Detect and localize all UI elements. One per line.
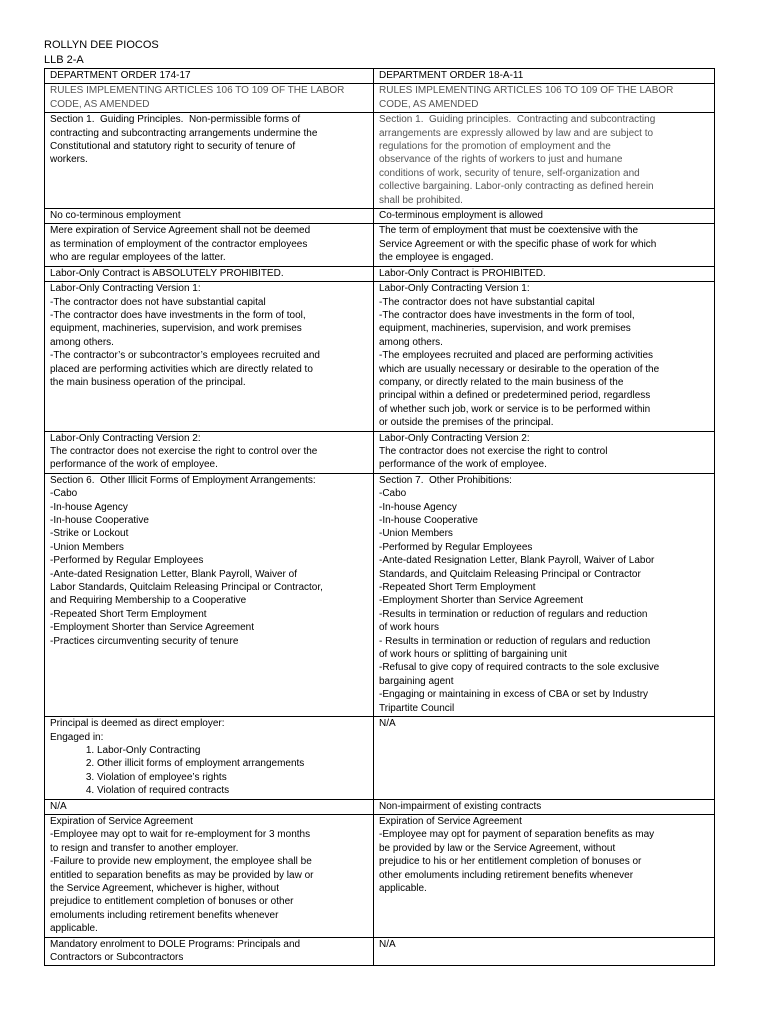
cell-text-line: -Engaging or maintaining in excess of CBA or set by Industry	[379, 689, 649, 701]
cell-text-line: -Performed by Regular Employees	[379, 541, 533, 553]
cell-text-line: -Union Members	[379, 528, 453, 540]
cell-right	[374, 431, 715, 473]
cell-text-line: The contractor does not exercise the right to control	[379, 445, 608, 457]
cell-left	[45, 69, 374, 84]
table-row	[45, 266, 715, 281]
cell-text-line: -Ante-dated Resignation Letter, Blank Payroll, Waiver of Labor	[379, 555, 655, 567]
cell-left	[45, 209, 374, 224]
cell-text-line: Non-impairment of existing contracts	[379, 800, 542, 812]
cell-text-line: RULES IMPLEMENTING ARTICLES 106 TO 109 OF THE LABOR	[379, 85, 674, 97]
principal-list	[50, 744, 368, 798]
comparison-table	[44, 68, 715, 966]
cell-text-line: -In-house Agency	[50, 501, 128, 513]
cell-text-line: Labor Standards, Quitclaim Releasing Principal or Contractor,	[50, 582, 323, 594]
principal-intro-2: Engaged in:	[50, 731, 104, 743]
cell-text-line: Contractors or Subcontractors	[50, 952, 184, 963]
cell-left	[45, 473, 374, 716]
cell-right	[374, 937, 715, 966]
cell-text-line: regulations for the promotion of employment and the	[379, 141, 611, 153]
cell-text-line: Section 1. Guiding principles. Contracting and subcontracting	[379, 114, 656, 126]
table-row-principal	[45, 717, 715, 799]
cell-text-line: to resign and transfer to another employer.	[50, 842, 239, 854]
cell-text-line: -The employees recruited and placed are performing activities	[379, 350, 654, 362]
cell-text-line: N/A	[50, 800, 67, 812]
cell-text-line: Section 6. Other Illicit Forms of Employment Arrangements:	[50, 474, 316, 486]
cell-text-line: -In-house Agency	[379, 501, 457, 513]
cell-text-line: -The contractor does have investments in the form of tool,	[379, 309, 635, 321]
document-page	[44, 38, 714, 966]
cell-text-line: applicable.	[379, 882, 427, 894]
cell-text-line: -Results in termination or reduction of regulars and reduction	[379, 608, 648, 620]
cell-right	[374, 266, 715, 281]
cell-text-line: conditions of work, security of tenure, self-organization and	[379, 167, 640, 179]
cell-text-line: as termination of employment of the contractor employees	[50, 238, 308, 250]
table-row	[45, 937, 715, 966]
cell-text-line: collective bargaining. Labor-only contracting as defined herein	[379, 181, 654, 193]
cell-text-line: -Employment Shorter than Service Agreement	[379, 595, 583, 607]
cell-left	[45, 799, 374, 814]
cell-text-line: workers.	[50, 154, 88, 166]
class-section: LLB 2-A	[44, 54, 84, 66]
cell-text-line: prejudice to his or her entitlement completion of bonuses or	[379, 856, 642, 868]
cell-text-line: performance of the work of employee.	[379, 459, 547, 471]
cell-right	[374, 473, 715, 716]
cell-text-line: of work hours	[379, 622, 440, 634]
cell-text-line: The term of employment that must be coextensive with the	[379, 225, 639, 237]
cell-text-line: of whether such job, work or service is to be performed within	[379, 403, 651, 415]
cell-text-line: The contractor does not exercise the right to control over the	[50, 445, 318, 457]
cell-text-line: -Ante-dated Resignation Letter, Blank Payroll, Waiver of	[50, 568, 297, 580]
cell-text-line: placed are performing activities which are directly related to	[50, 363, 313, 375]
cell-text-line: -Cabo	[379, 488, 407, 500]
cell-text-line: performance of the work of employee.	[50, 459, 218, 471]
cell-text-line: CODE, AS AMENDED	[379, 98, 479, 110]
principal-intro-1: Principal is deemed as direct employer:	[50, 718, 225, 730]
cell-text-line: bargaining agent	[379, 675, 454, 687]
list-item: 1. Labor-Only Contracting	[97, 744, 368, 757]
cell-right	[374, 282, 715, 431]
cell-text-line: Constitutional and statutory right to security of tenure of	[50, 141, 296, 153]
cell-text-line: entitled to separation benefits as may be provided by law or	[50, 869, 314, 881]
cell-text-line: Labor-Only Contracting Version 1:	[50, 283, 201, 295]
list-item: 4. Violation of required contracts	[97, 784, 368, 797]
cell-text-line: -Failure to provide new employment, the employee shall be	[50, 856, 312, 868]
cell-text-line: other emoluments including retirement benefits whenever	[379, 869, 634, 881]
cell-text-line: among others.	[379, 336, 443, 348]
cell-text-line: Labor-Only Contracting Version 2:	[379, 432, 530, 444]
cell-text-line: observance of the rights of workers to just and humane	[379, 154, 623, 166]
cell-text-line: -Strike or Lockout	[50, 528, 129, 540]
table-row	[45, 224, 715, 266]
cell-text-line: -Practices circumventing security of tenure	[50, 635, 239, 647]
cell-left	[45, 814, 374, 937]
cell-text-line: Section 7. Other Prohibitions:	[379, 474, 512, 486]
cell-text-line: -Employment Shorter than Service Agreement	[50, 622, 254, 634]
cell-text-line: No co-terminous employment	[50, 210, 181, 222]
cell-text-line: and Requiring Membership to a Cooperative	[50, 595, 247, 607]
cell-text-line: the Service Agreement, whichever is higher, without	[50, 882, 280, 894]
cell-text-line: be provided by law or the Service Agreement, without	[379, 842, 616, 854]
table-row	[45, 799, 715, 814]
cell-text-line: Expiration of Service Agreement	[50, 815, 193, 827]
cell-left	[45, 266, 374, 281]
cell-text-line: -Employee may opt to wait for re-employment for 3 months	[50, 829, 311, 841]
cell-left	[45, 282, 374, 431]
cell-text-line: Section 1. Guiding Principles. Non-permissible forms of	[50, 114, 301, 126]
cell-text-line: principal within a defined or predetermined period, regardless	[379, 390, 651, 402]
cell-right	[374, 224, 715, 266]
cell-text-line: prejudice to entitlement completion of bonuses or other	[50, 896, 294, 908]
cell-text-line: equipment, machineries, supervision, and work premises	[50, 323, 302, 335]
cell-text-line: which are usually necessary or desirable to the operation of the	[379, 363, 660, 375]
author-name: ROLLYN DEE PIOCOS	[44, 39, 159, 51]
cell-text-line: who are regular employees of the latter.	[50, 252, 226, 264]
cell-text-line: Mere expiration of Service Agreement shall not be deemed	[50, 225, 311, 237]
cell-right	[374, 113, 715, 209]
cell-text-line: -Refusal to give copy of required contracts to the sole exclusive	[379, 662, 660, 674]
cell-right-principal	[374, 717, 715, 799]
table-row	[45, 814, 715, 937]
cell-text-line: -Cabo	[50, 488, 78, 500]
cell-text-line: Labor-Only Contracting Version 1:	[379, 283, 530, 295]
table-row	[45, 113, 715, 209]
cell-left	[45, 937, 374, 966]
cell-text-line: -In-house Cooperative	[50, 515, 149, 526]
cell-right	[374, 209, 715, 224]
cell-text-line: Labor-Only Contracting Version 2:	[50, 432, 201, 444]
cell-text-line: Mandatory enrolment to DOLE Programs: Principals and	[50, 938, 301, 950]
cell-text-line: -The contractor does have investments in the form of tool,	[50, 309, 306, 321]
cell-text-line: N/A	[379, 938, 396, 950]
list-item: 2. Other illicit forms of employment arrangements	[97, 757, 368, 770]
cell-text-line: -In-house Cooperative	[379, 515, 478, 526]
cell-text-line: -Employee may opt for payment of separation benefits as may	[379, 829, 655, 841]
principal-right-text: N/A	[379, 718, 396, 730]
cell-text-line: Labor-Only Contract is PROHIBITED.	[379, 267, 546, 279]
cell-text-line: arrangements are expressly allowed by law and are subject to	[379, 127, 654, 139]
cell-left	[45, 431, 374, 473]
cell-right	[374, 799, 715, 814]
cell-left	[45, 84, 374, 113]
cell-text-line: -Union Members	[50, 541, 124, 553]
table-row	[45, 431, 715, 473]
cell-text-line: of work hours or splitting of bargaining unit	[379, 649, 567, 661]
cell-text-line: among others.	[50, 336, 114, 348]
cell-text-line: emoluments including retirement benefits whenever	[50, 909, 279, 921]
cell-right	[374, 69, 715, 84]
cell-left	[45, 224, 374, 266]
cell-text-line: CODE, AS AMENDED	[50, 98, 150, 110]
cell-text-line: -Performed by Regular Employees	[50, 555, 204, 567]
table-row	[45, 69, 715, 84]
cell-text-line: applicable.	[50, 923, 98, 935]
cell-text-line: shall be prohibited.	[379, 194, 463, 206]
cell-right	[374, 814, 715, 937]
cell-left	[45, 113, 374, 209]
table-row	[45, 209, 715, 224]
cell-text-line: Standards, and Quitclaim Releasing Principal or Contractor	[379, 568, 641, 580]
cell-text-line: Service Agreement or with the specific phase of work for which	[379, 238, 657, 250]
cell-text-line: RULES IMPLEMENTING ARTICLES 106 TO 109 OF THE LABOR	[50, 85, 345, 97]
cell-text-line: -Repeated Short Term Employment	[50, 608, 207, 620]
cell-text-line: -The contractor does not have substantial capital	[379, 296, 595, 308]
cell-text-line: -Repeated Short Term Employment	[379, 582, 536, 594]
cell-text-line: DEPARTMENT ORDER 18-A-11	[379, 70, 524, 81]
cell-text-line: DEPARTMENT ORDER 174-17	[50, 70, 191, 81]
cell-left-principal	[45, 717, 374, 799]
cell-text-line: company, or directly related to the main business of the	[379, 376, 624, 388]
cell-text-line: the employee is engaged.	[379, 252, 494, 264]
table-row	[45, 282, 715, 431]
cell-text-line: or outside the premises of the principal.	[379, 417, 554, 429]
cell-text-line: contracting and subcontracting arrangements undermine the	[50, 127, 318, 139]
cell-text-line: Co-terminous employment is allowed	[379, 210, 543, 222]
table-row	[45, 84, 715, 113]
cell-text-line: equipment, machineries, supervision, and work premises	[379, 323, 631, 335]
cell-text-line: -The contractor does not have substantial capital	[50, 296, 266, 308]
cell-text-line: -The contractor’s or subcontractor’s employees recruited and	[50, 350, 320, 362]
table-row	[45, 473, 715, 716]
cell-text-line: Labor-Only Contract is ABSOLUTELY PROHIBITED.	[50, 267, 284, 279]
cell-text-line: Expiration of Service Agreement	[379, 815, 522, 827]
cell-text-line: Tripartite Council	[379, 702, 455, 714]
cell-right	[374, 84, 715, 113]
cell-text-line: - Results in termination or reduction of regulars and reduction	[379, 635, 651, 647]
cell-text-line: the main business operation of the principal.	[50, 376, 246, 388]
list-item: 3. Violation of employee’s rights	[97, 771, 368, 784]
